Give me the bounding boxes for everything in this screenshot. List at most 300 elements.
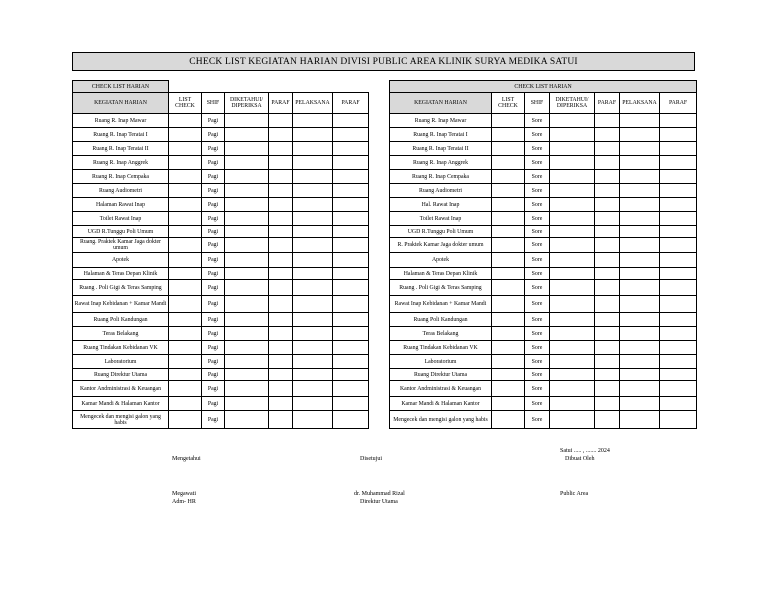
executor-cell[interactable] xyxy=(293,355,333,369)
checked-by-cell[interactable] xyxy=(225,327,269,341)
executor-paraf-cell[interactable] xyxy=(333,212,369,226)
executor-cell[interactable] xyxy=(620,114,660,128)
list-check-cell[interactable] xyxy=(169,381,202,397)
shift-cell: Sore xyxy=(525,156,550,170)
shift-cell: Sore xyxy=(525,253,550,268)
document-title-text: CHECK LIST KEGIATAN HARIAN DIVISI PUBLIC AREA KLINIK SURYA MEDIKA SATUI xyxy=(189,56,578,67)
checker-paraf-cell[interactable] xyxy=(595,114,620,128)
activity-cell: Ruang Tindakan Kebidanan VK xyxy=(390,341,492,355)
list-check-cell[interactable] xyxy=(492,114,525,128)
checked-by-cell[interactable] xyxy=(550,268,595,280)
executor-paraf-cell[interactable] xyxy=(333,296,369,313)
activity-cell: Ruang Direktur Utama xyxy=(73,369,169,381)
checker-paraf-cell[interactable] xyxy=(269,184,293,198)
list-check-cell[interactable] xyxy=(169,212,202,226)
top-header: CHECK LIST HARIAN xyxy=(73,81,169,93)
checked-by-cell[interactable] xyxy=(550,355,595,369)
executor-cell[interactable] xyxy=(620,296,660,313)
executor-paraf-cell[interactable] xyxy=(660,355,697,369)
executor-cell[interactable] xyxy=(293,327,333,341)
table-row xyxy=(390,226,697,238)
known-signer-role: Adm- HR xyxy=(172,499,196,505)
checked-by-cell[interactable] xyxy=(550,411,595,429)
executor-cell[interactable] xyxy=(620,212,660,226)
checked-by-cell[interactable] xyxy=(225,313,269,327)
executor-cell[interactable] xyxy=(293,411,333,429)
checked-by-cell[interactable] xyxy=(550,212,595,226)
activity-cell: Halaman & Teras Depan Klinik xyxy=(390,268,492,280)
list-check-cell[interactable] xyxy=(492,184,525,198)
checked-by-cell[interactable] xyxy=(225,184,269,198)
executor-paraf-cell[interactable] xyxy=(333,128,369,142)
table-row xyxy=(390,341,697,355)
executor-cell[interactable] xyxy=(293,397,333,411)
checked-by-cell[interactable] xyxy=(550,170,595,184)
shift-cell: Pagi xyxy=(202,296,225,313)
activity-cell: Ruang Poli Kandungan xyxy=(73,313,169,327)
list-check-cell[interactable] xyxy=(492,397,525,411)
executor-cell[interactable] xyxy=(620,381,660,397)
checker-paraf-cell[interactable] xyxy=(269,296,293,313)
table-row xyxy=(73,341,369,355)
table-row xyxy=(390,381,697,397)
executor-paraf-cell[interactable] xyxy=(333,341,369,355)
list-check-cell[interactable] xyxy=(492,238,525,253)
table-row xyxy=(73,327,369,341)
executor-cell[interactable] xyxy=(293,114,333,128)
executor-cell[interactable] xyxy=(293,238,333,253)
list-check-cell[interactable] xyxy=(169,327,202,341)
executor-cell[interactable] xyxy=(620,327,660,341)
table-row xyxy=(73,355,369,369)
shift-cell: Pagi xyxy=(202,128,225,142)
checked-by-cell[interactable] xyxy=(550,296,595,313)
column-header: PARAF xyxy=(660,93,697,114)
checker-paraf-cell[interactable] xyxy=(269,114,293,128)
executor-cell[interactable] xyxy=(293,280,333,296)
list-check-cell[interactable] xyxy=(169,313,202,327)
executor-cell[interactable] xyxy=(293,212,333,226)
executor-paraf-cell[interactable] xyxy=(660,381,697,397)
shift-cell: Sore xyxy=(525,142,550,156)
checked-by-cell[interactable] xyxy=(225,397,269,411)
checked-by-cell[interactable] xyxy=(550,369,595,381)
shift-cell: Pagi xyxy=(202,226,225,238)
executor-paraf-cell[interactable] xyxy=(660,156,697,170)
shift-cell: Pagi xyxy=(202,280,225,296)
checker-paraf-cell[interactable] xyxy=(269,341,293,355)
list-check-cell[interactable] xyxy=(492,313,525,327)
executor-cell[interactable] xyxy=(293,170,333,184)
shift-cell: Pagi xyxy=(202,369,225,381)
table-row xyxy=(390,170,697,184)
activity-cell: Apotek xyxy=(73,253,169,268)
table-row xyxy=(390,212,697,226)
checker-paraf-cell[interactable] xyxy=(595,397,620,411)
executor-paraf-cell[interactable] xyxy=(333,381,369,397)
activity-cell: Ruang R. Inap Anggrek xyxy=(390,156,492,170)
executor-paraf-cell[interactable] xyxy=(660,341,697,355)
executor-paraf-cell[interactable] xyxy=(660,184,697,198)
checked-by-cell[interactable] xyxy=(550,114,595,128)
list-check-cell[interactable] xyxy=(492,198,525,212)
checker-paraf-cell[interactable] xyxy=(269,280,293,296)
checker-paraf-cell[interactable] xyxy=(595,170,620,184)
list-check-cell[interactable] xyxy=(169,397,202,411)
table-row xyxy=(390,253,697,268)
checked-by-cell[interactable] xyxy=(225,142,269,156)
checker-paraf-cell[interactable] xyxy=(595,313,620,327)
list-check-cell[interactable] xyxy=(492,280,525,296)
executor-cell[interactable] xyxy=(620,268,660,280)
shift-cell: Pagi xyxy=(202,397,225,411)
list-check-cell[interactable] xyxy=(169,238,202,253)
executor-paraf-cell[interactable] xyxy=(660,296,697,313)
executor-cell[interactable] xyxy=(620,355,660,369)
list-check-cell[interactable] xyxy=(492,226,525,238)
executor-cell[interactable] xyxy=(293,341,333,355)
checked-by-cell[interactable] xyxy=(550,184,595,198)
checked-by-cell[interactable] xyxy=(225,341,269,355)
checker-paraf-cell[interactable] xyxy=(595,238,620,253)
table-row xyxy=(73,170,369,184)
executor-paraf-cell[interactable] xyxy=(333,226,369,238)
checked-by-cell[interactable] xyxy=(225,355,269,369)
checked-by-cell[interactable] xyxy=(225,369,269,381)
shift-cell: Sore xyxy=(525,198,550,212)
executor-cell[interactable] xyxy=(620,411,660,429)
executor-cell[interactable] xyxy=(293,313,333,327)
executor-paraf-cell[interactable] xyxy=(660,397,697,411)
checked-by-cell[interactable] xyxy=(225,411,269,429)
executor-cell[interactable] xyxy=(620,128,660,142)
checked-by-cell[interactable] xyxy=(225,296,269,313)
executor-paraf-cell[interactable] xyxy=(333,156,369,170)
checker-paraf-cell[interactable] xyxy=(595,327,620,341)
list-check-cell[interactable] xyxy=(169,268,202,280)
activity-cell: Ruang Poli Kandungan xyxy=(390,313,492,327)
executor-paraf-cell[interactable] xyxy=(660,280,697,296)
checker-paraf-cell[interactable] xyxy=(595,253,620,268)
shift-cell: Sore xyxy=(525,381,550,397)
column-header: PELAKSANA xyxy=(293,93,333,114)
executor-cell[interactable] xyxy=(620,198,660,212)
checker-paraf-cell[interactable] xyxy=(269,238,293,253)
list-check-cell[interactable] xyxy=(492,156,525,170)
shift-cell: Sore xyxy=(525,226,550,238)
activity-cell: Kamar Mandi & Halaman Kantor xyxy=(390,397,492,411)
approved-signer-role: Direktur Utama xyxy=(360,499,398,505)
list-check-cell[interactable] xyxy=(169,280,202,296)
executor-cell[interactable] xyxy=(293,142,333,156)
checked-by-cell[interactable] xyxy=(550,327,595,341)
executor-paraf-cell[interactable] xyxy=(333,268,369,280)
checker-paraf-cell[interactable] xyxy=(595,296,620,313)
executor-cell[interactable] xyxy=(293,156,333,170)
list-check-cell[interactable] xyxy=(169,198,202,212)
executor-cell[interactable] xyxy=(620,280,660,296)
checked-by-cell[interactable] xyxy=(225,253,269,268)
table-row xyxy=(73,280,369,296)
checked-by-cell[interactable] xyxy=(550,142,595,156)
checker-paraf-cell[interactable] xyxy=(269,313,293,327)
checked-by-cell[interactable] xyxy=(550,341,595,355)
executor-cell[interactable] xyxy=(620,156,660,170)
executor-paraf-cell[interactable] xyxy=(333,369,369,381)
executor-cell[interactable] xyxy=(620,341,660,355)
executor-paraf-cell[interactable] xyxy=(660,327,697,341)
executor-paraf-cell[interactable] xyxy=(333,184,369,198)
shift-cell: Pagi xyxy=(202,411,225,429)
list-check-cell[interactable] xyxy=(169,184,202,198)
executor-paraf-cell[interactable] xyxy=(660,114,697,128)
table-row xyxy=(73,184,369,198)
list-check-cell[interactable] xyxy=(492,296,525,313)
checker-paraf-cell[interactable] xyxy=(595,198,620,212)
checked-by-cell[interactable] xyxy=(225,114,269,128)
checked-by-cell[interactable] xyxy=(225,212,269,226)
checker-paraf-cell[interactable] xyxy=(595,226,620,238)
checker-paraf-cell[interactable] xyxy=(269,268,293,280)
activity-cell: Rawat Inap Kebidanan + Kamar Mandi xyxy=(390,296,492,313)
shift-cell: Pagi xyxy=(202,156,225,170)
table-row xyxy=(73,411,369,429)
executor-cell[interactable] xyxy=(293,128,333,142)
executor-cell[interactable] xyxy=(620,170,660,184)
executor-paraf-cell[interactable] xyxy=(333,238,369,253)
activity-cell: UGD R.Tunggu Poli Umum xyxy=(73,226,169,238)
checker-paraf-cell[interactable] xyxy=(595,156,620,170)
checklist-table-morning xyxy=(72,80,369,429)
checker-paraf-cell[interactable] xyxy=(595,355,620,369)
list-check-cell[interactable] xyxy=(492,128,525,142)
executor-paraf-cell[interactable] xyxy=(660,268,697,280)
checker-paraf-cell[interactable] xyxy=(595,212,620,226)
executor-cell[interactable] xyxy=(620,226,660,238)
known-signer-name: Megawati xyxy=(172,491,196,497)
executor-paraf-cell[interactable] xyxy=(660,226,697,238)
list-check-cell[interactable] xyxy=(492,411,525,429)
list-check-cell[interactable] xyxy=(492,170,525,184)
shift-cell: Sore xyxy=(525,280,550,296)
executor-cell[interactable] xyxy=(620,397,660,411)
executor-cell[interactable] xyxy=(620,142,660,156)
checked-by-cell[interactable] xyxy=(550,381,595,397)
checker-paraf-cell[interactable] xyxy=(595,142,620,156)
activity-cell: Ruang Audiometri xyxy=(390,184,492,198)
list-check-cell[interactable] xyxy=(169,128,202,142)
list-check-cell[interactable] xyxy=(169,369,202,381)
checker-paraf-cell[interactable] xyxy=(595,268,620,280)
approved-label: Disetujui xyxy=(360,456,382,462)
activity-cell: Ruang . Poli Gigi & Teras Samping xyxy=(73,280,169,296)
checker-paraf-cell[interactable] xyxy=(269,327,293,341)
executor-paraf-cell[interactable] xyxy=(333,411,369,429)
column-header: PARAF xyxy=(333,93,369,114)
made-by-label: Dibuat Oleh xyxy=(565,456,595,462)
list-check-cell[interactable] xyxy=(492,355,525,369)
activity-cell: Kamar Mandi & Halaman Kantor xyxy=(73,397,169,411)
checked-by-cell[interactable] xyxy=(550,198,595,212)
executor-cell[interactable] xyxy=(620,253,660,268)
executor-paraf-cell[interactable] xyxy=(660,212,697,226)
activity-cell: Ruang R. Inap Teratai I xyxy=(390,128,492,142)
table-row xyxy=(73,313,369,327)
list-check-cell[interactable] xyxy=(492,268,525,280)
executor-paraf-cell[interactable] xyxy=(660,411,697,429)
column-header: SHIF xyxy=(202,93,225,114)
checked-by-cell[interactable] xyxy=(550,280,595,296)
shift-cell: Sore xyxy=(525,128,550,142)
checker-paraf-cell[interactable] xyxy=(269,156,293,170)
executor-paraf-cell[interactable] xyxy=(660,128,697,142)
list-check-cell[interactable] xyxy=(169,156,202,170)
shift-cell: Pagi xyxy=(202,381,225,397)
executor-paraf-cell[interactable] xyxy=(333,355,369,369)
checked-by-cell[interactable] xyxy=(225,381,269,397)
list-check-cell[interactable] xyxy=(169,170,202,184)
checked-by-cell[interactable] xyxy=(225,170,269,184)
checker-paraf-cell[interactable] xyxy=(269,142,293,156)
checked-by-cell[interactable] xyxy=(225,238,269,253)
checked-by-cell[interactable] xyxy=(550,253,595,268)
executor-paraf-cell[interactable] xyxy=(333,114,369,128)
checker-paraf-cell[interactable] xyxy=(269,397,293,411)
executor-cell[interactable] xyxy=(293,381,333,397)
table-row xyxy=(390,355,697,369)
checker-paraf-cell[interactable] xyxy=(269,226,293,238)
shift-cell: Sore xyxy=(525,212,550,226)
table-row xyxy=(390,128,697,142)
list-check-cell[interactable] xyxy=(169,253,202,268)
executor-cell[interactable] xyxy=(293,198,333,212)
checker-paraf-cell[interactable] xyxy=(269,253,293,268)
list-check-cell[interactable] xyxy=(169,341,202,355)
executor-paraf-cell[interactable] xyxy=(660,170,697,184)
list-check-cell[interactable] xyxy=(492,369,525,381)
list-check-cell[interactable] xyxy=(492,253,525,268)
checker-paraf-cell[interactable] xyxy=(595,369,620,381)
checked-by-cell[interactable] xyxy=(225,128,269,142)
list-check-cell[interactable] xyxy=(492,327,525,341)
executor-cell[interactable] xyxy=(293,253,333,268)
checked-by-cell[interactable] xyxy=(550,313,595,327)
checked-by-cell[interactable] xyxy=(225,268,269,280)
list-check-cell[interactable] xyxy=(492,341,525,355)
checker-paraf-cell[interactable] xyxy=(269,369,293,381)
table-row xyxy=(390,280,697,296)
executor-paraf-cell[interactable] xyxy=(333,142,369,156)
activity-cell: Ruang R. Inap Mawar xyxy=(390,114,492,128)
executor-cell[interactable] xyxy=(620,313,660,327)
table-row xyxy=(73,156,369,170)
shift-cell: Sore xyxy=(525,184,550,198)
checker-paraf-cell[interactable] xyxy=(269,355,293,369)
checked-by-cell[interactable] xyxy=(225,280,269,296)
table-row xyxy=(390,411,697,429)
shift-cell: Pagi xyxy=(202,253,225,268)
executor-cell[interactable] xyxy=(620,184,660,198)
shift-cell: Sore xyxy=(525,341,550,355)
executor-paraf-cell[interactable] xyxy=(333,280,369,296)
executor-paraf-cell[interactable] xyxy=(333,327,369,341)
checked-by-cell[interactable] xyxy=(225,226,269,238)
shift-cell: Pagi xyxy=(202,170,225,184)
executor-cell[interactable] xyxy=(293,226,333,238)
checker-paraf-cell[interactable] xyxy=(269,170,293,184)
list-check-cell[interactable] xyxy=(169,355,202,369)
executor-cell[interactable] xyxy=(293,268,333,280)
shift-cell: Pagi xyxy=(202,212,225,226)
executor-paraf-cell[interactable] xyxy=(660,369,697,381)
column-header: KEGIATAN HARIAN xyxy=(390,93,492,114)
executor-cell[interactable] xyxy=(620,238,660,253)
checked-by-cell[interactable] xyxy=(550,238,595,253)
executor-paraf-cell[interactable] xyxy=(660,238,697,253)
executor-paraf-cell[interactable] xyxy=(333,397,369,411)
checker-paraf-cell[interactable] xyxy=(595,381,620,397)
list-check-cell[interactable] xyxy=(169,411,202,429)
executor-paraf-cell[interactable] xyxy=(660,142,697,156)
table-row xyxy=(73,226,369,238)
executor-paraf-cell[interactable] xyxy=(660,253,697,268)
checker-paraf-cell[interactable] xyxy=(269,411,293,429)
checked-by-cell[interactable] xyxy=(225,198,269,212)
checked-by-cell[interactable] xyxy=(550,156,595,170)
executor-cell[interactable] xyxy=(620,369,660,381)
executor-cell[interactable] xyxy=(293,369,333,381)
checked-by-cell[interactable] xyxy=(550,226,595,238)
list-check-cell[interactable] xyxy=(492,142,525,156)
checker-paraf-cell[interactable] xyxy=(269,212,293,226)
checked-by-cell[interactable] xyxy=(225,156,269,170)
checker-paraf-cell[interactable] xyxy=(595,184,620,198)
checker-paraf-cell[interactable] xyxy=(269,381,293,397)
checker-paraf-cell[interactable] xyxy=(595,280,620,296)
checker-paraf-cell[interactable] xyxy=(595,411,620,429)
activity-cell: Ruang R. Inap Teratai I xyxy=(73,128,169,142)
executor-cell[interactable] xyxy=(293,184,333,198)
checked-by-cell[interactable] xyxy=(550,128,595,142)
checker-paraf-cell[interactable] xyxy=(269,198,293,212)
top-header: CHECK LIST HARIAN xyxy=(390,81,697,93)
checker-paraf-cell[interactable] xyxy=(269,128,293,142)
shift-cell: Pagi xyxy=(202,327,225,341)
table-row xyxy=(390,268,697,280)
shift-cell: Pagi xyxy=(202,142,225,156)
executor-paraf-cell[interactable] xyxy=(333,198,369,212)
list-check-cell[interactable] xyxy=(492,212,525,226)
list-check-cell[interactable] xyxy=(492,381,525,397)
shift-cell: Sore xyxy=(525,411,550,429)
list-check-cell[interactable] xyxy=(169,226,202,238)
executor-cell[interactable] xyxy=(293,296,333,313)
checked-by-cell[interactable] xyxy=(550,397,595,411)
shift-cell: Sore xyxy=(525,296,550,313)
list-check-cell[interactable] xyxy=(169,114,202,128)
table-row xyxy=(390,238,697,253)
checker-paraf-cell[interactable] xyxy=(595,128,620,142)
list-check-cell[interactable] xyxy=(169,142,202,156)
executor-paraf-cell[interactable] xyxy=(660,198,697,212)
list-check-cell[interactable] xyxy=(169,296,202,313)
executor-paraf-cell[interactable] xyxy=(660,313,697,327)
executor-paraf-cell[interactable] xyxy=(333,170,369,184)
executor-paraf-cell[interactable] xyxy=(333,253,369,268)
activity-cell: Teras Belakang xyxy=(73,327,169,341)
executor-paraf-cell[interactable] xyxy=(333,313,369,327)
checker-paraf-cell[interactable] xyxy=(595,341,620,355)
